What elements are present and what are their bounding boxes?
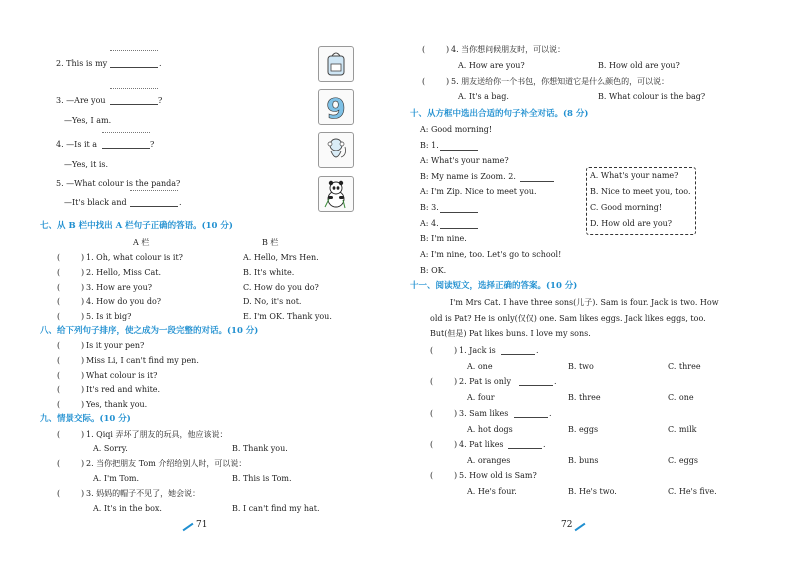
question-suffix: . — [554, 377, 557, 386]
question-blank[interactable] — [508, 448, 542, 449]
sentence-text: It's red and white. — [86, 385, 161, 394]
question-text: 3. 妈妈的帽子不见了，她会说： — [86, 489, 201, 498]
option-b: B. I can't find my hat. — [232, 504, 320, 513]
option-item: B. Nice to meet you, too. — [590, 187, 691, 196]
option-c: C. milk — [668, 425, 697, 434]
answer-paren-close[interactable]: ) — [454, 409, 458, 418]
dialogue-line: B: My name is Zoom. 2. — [420, 172, 516, 181]
option-c: C. three — [668, 362, 701, 371]
option-b: B. How old are you? — [598, 61, 680, 70]
option-item: A. What's your name? — [590, 171, 679, 180]
option-a: A. It's a bag. — [458, 92, 509, 101]
option-b: B. buns — [568, 456, 599, 465]
option-a: A. How are you? — [458, 61, 525, 70]
answer-paren-close[interactable]: ) — [81, 312, 85, 321]
option-b: B. Thank you. — [232, 444, 288, 453]
q5-suffix: . — [179, 198, 182, 207]
answer-paren-close[interactable]: ) — [454, 377, 458, 386]
question-text: 5. How old is Sam? — [459, 471, 537, 480]
option-b: B. eggs — [568, 425, 599, 434]
answer-paren-open: ( — [430, 377, 434, 386]
answer-paren-close[interactable]: ) — [81, 385, 85, 394]
passage-line: I'm Mrs Cat. I have three sons(儿子). Sam is four. Jack is two. How — [450, 298, 719, 307]
answer-paren-close[interactable]: ) — [81, 341, 85, 350]
page-number: 71 — [196, 520, 208, 530]
q5-reply: —It's black and — [64, 198, 127, 207]
answer-paren-close[interactable]: ) — [81, 268, 85, 277]
option-a: A. one — [467, 362, 493, 371]
right-page — [400, 0, 800, 585]
answer-paren-close[interactable]: ) — [81, 253, 85, 262]
answer-paren-open: ( — [430, 471, 434, 480]
column-b-item: C. How do you do? — [243, 283, 319, 292]
pen-icon — [183, 523, 194, 532]
answer-paren-close[interactable]: ) — [81, 430, 85, 439]
answer-paren-open: ( — [57, 297, 61, 306]
q5-blank[interactable] — [130, 206, 178, 207]
option-a: A. hot dogs — [467, 425, 513, 434]
option-b: B. He's two. — [568, 487, 617, 496]
q4-prefix: 4. —Is it a — [56, 140, 98, 149]
question-text: 5. 朋友送给你一个书包，你想知道它是什么颜色的，可以说： — [451, 77, 670, 86]
bag-picture-icon — [318, 46, 354, 82]
question-text: 1. Jack is — [459, 346, 496, 355]
answer-paren-close[interactable]: ) — [81, 400, 85, 409]
q3-reply: —Yes, I am. — [64, 116, 112, 125]
dialogue-line: B: 1. — [420, 141, 439, 150]
svg-text:9: 9 — [326, 92, 346, 124]
question-text: 4. Pat likes — [459, 440, 504, 449]
option-a: A. He's four. — [467, 487, 517, 496]
passage-line: But(但是) Pat likes buns. I love my sons. — [430, 329, 591, 338]
dialogue-blank-4[interactable] — [440, 228, 478, 229]
q2-guide-line — [110, 50, 158, 51]
q4-suffix: ? — [150, 140, 155, 149]
panda-picture-icon — [318, 176, 354, 212]
column-a-item: 1. Oh, what colour is it? — [86, 253, 183, 262]
answer-paren-close[interactable]: ) — [81, 283, 85, 292]
column-b-item: B. It's white. — [243, 268, 295, 277]
question-suffix: . — [549, 409, 552, 418]
column-b-item: E. I'm OK. Thank you. — [243, 312, 332, 321]
question-text: 2. Pat is only — [459, 377, 511, 386]
answer-paren-open: ( — [57, 400, 61, 409]
answer-paren-open: ( — [430, 440, 434, 449]
dialogue-line: A: What's your name? — [420, 156, 509, 165]
question-text: 1. Qiqi 弄坏了朋友的玩具，他应该说： — [86, 430, 228, 439]
number-nine-picture-icon — [318, 89, 354, 125]
answer-paren-close[interactable]: ) — [81, 489, 85, 498]
question-suffix: . — [543, 440, 546, 449]
passage-line: old is Pat? He is only(仅仅) one. Sam likes eggs. Jack likes eggs, too. — [430, 314, 706, 323]
q3-suffix: ? — [158, 96, 163, 105]
dialogue-blank-1[interactable] — [440, 150, 478, 151]
column-a-header: A 栏 — [133, 238, 150, 247]
question-text: 3. Sam likes — [459, 409, 509, 418]
answer-paren-open: ( — [430, 409, 434, 418]
column-b-header: B 栏 — [262, 238, 279, 247]
q5-guide-line — [130, 190, 178, 191]
pen-icon — [575, 523, 586, 532]
column-a-item: 4. How do you do? — [86, 297, 162, 306]
q3-guide-line — [110, 88, 158, 89]
sentence-text: Miss Li, I can't find my pen. — [86, 356, 199, 365]
answer-paren-open: ( — [430, 346, 434, 355]
column-a-item: 2. Hello, Miss Cat. — [86, 268, 162, 277]
option-c: C. one — [668, 393, 694, 402]
answer-paren-open: ( — [422, 45, 426, 54]
q3-blank[interactable] — [110, 104, 158, 105]
column-a-item: 5. Is it big? — [86, 312, 132, 321]
option-a: A. I'm Tom. — [93, 474, 140, 483]
answer-paren-close[interactable]: ) — [454, 471, 458, 480]
answer-paren-open: ( — [57, 430, 61, 439]
answer-paren-open: ( — [57, 341, 61, 350]
column-b-item: A. Hello, Mrs Hen. — [243, 253, 319, 262]
answer-paren-close[interactable]: ) — [454, 346, 458, 355]
answer-paren-open: ( — [57, 253, 61, 262]
section-7-title: 七、从 B 栏中找出 A 栏句子正确的答语。(10 分) — [40, 221, 233, 231]
answer-paren-open: ( — [57, 283, 61, 292]
q2-blank[interactable] — [110, 67, 158, 68]
question-blank[interactable] — [519, 385, 553, 386]
option-b: B. two — [568, 362, 594, 371]
option-a: A. Sorry. — [93, 444, 128, 453]
options-box — [586, 167, 696, 235]
question-text: 4. 当你想问候朋友时，可以说： — [451, 45, 566, 54]
q5-question: 5. —What colour is the panda? — [56, 179, 181, 188]
page-number: 72 — [561, 520, 573, 530]
dialogue-line: B: I'm nine. — [420, 234, 467, 243]
column-a-item: 3. How are you? — [86, 283, 153, 292]
question-text: 2. 当你把朋友 Tom 介绍给别人时，可以说： — [86, 459, 247, 468]
column-b-item: D. No, it's not. — [243, 297, 302, 306]
option-item: D. How old are you? — [590, 219, 673, 228]
dialogue-line: A: Good morning! — [420, 125, 493, 134]
dialogue-blank-3[interactable] — [440, 212, 478, 213]
section-9-title: 九、情景交际。(10 分) — [40, 414, 131, 424]
option-a: A. It's in the box. — [93, 504, 162, 513]
answer-paren-close[interactable]: ) — [446, 77, 450, 86]
q3-prefix: 3. —Are you — [56, 96, 106, 105]
section-11-title: 十一、阅读短文，选择正确的答案。(10 分) — [410, 281, 578, 291]
answer-paren-open: ( — [57, 356, 61, 365]
option-a: A. four — [467, 393, 495, 402]
answer-paren-close[interactable]: ) — [454, 440, 458, 449]
answer-paren-open: ( — [57, 489, 61, 498]
q4-reply: —Yes, it is. — [64, 160, 109, 169]
section-10-title: 十、从方框中选出合适的句子补全对话。(8 分) — [410, 109, 589, 119]
q4-guide-line — [102, 132, 150, 133]
sentence-text: What colour is it? — [86, 371, 158, 380]
question-blank[interactable] — [501, 354, 535, 355]
answer-paren-close[interactable]: ) — [81, 297, 85, 306]
option-a: A. oranges — [467, 456, 511, 465]
answer-paren-open: ( — [57, 385, 61, 394]
dialogue-line: A: I'm nine, too. Let's go to school! — [420, 250, 562, 259]
answer-paren-open: ( — [57, 268, 61, 277]
dialogue-line: A: I'm Zip. Nice to meet you. — [420, 187, 537, 196]
option-item: C. Good morning! — [590, 203, 663, 212]
q2-suffix: . — [159, 59, 162, 68]
dialogue-blank-2[interactable] — [520, 181, 554, 182]
sentence-text: Is it your pen? — [86, 341, 145, 350]
answer-paren-close[interactable]: ) — [81, 459, 85, 468]
answer-paren-open: ( — [57, 312, 61, 321]
option-b: B. three — [568, 393, 601, 402]
option-c: C. eggs — [668, 456, 699, 465]
q2-prefix: 2. This is my — [56, 59, 108, 68]
answer-paren-close[interactable]: ) — [81, 371, 85, 380]
sentence-text: Yes, thank you. — [86, 400, 148, 409]
answer-paren-open: ( — [57, 371, 61, 380]
answer-paren-close[interactable]: ) — [81, 356, 85, 365]
option-c: C. He's five. — [668, 487, 717, 496]
q4-blank[interactable] — [102, 148, 150, 149]
question-blank[interactable] — [514, 417, 548, 418]
section-8-title: 八、给下列句子排序，使之成为一段完整的对话。(10 分) — [40, 326, 259, 336]
question-suffix: . — [536, 346, 539, 355]
answer-paren-close[interactable]: ) — [446, 45, 450, 54]
answer-paren-open: ( — [57, 459, 61, 468]
option-b: B. What colour is the bag? — [598, 92, 706, 101]
dialogue-line: B: OK. — [420, 266, 447, 275]
dialogue-line: A: 4. — [420, 219, 439, 228]
dialogue-line: B: 3. — [420, 203, 439, 212]
monkey-picture-icon — [318, 132, 354, 168]
option-b: B. This is Tom. — [232, 474, 292, 483]
answer-paren-open: ( — [422, 77, 426, 86]
